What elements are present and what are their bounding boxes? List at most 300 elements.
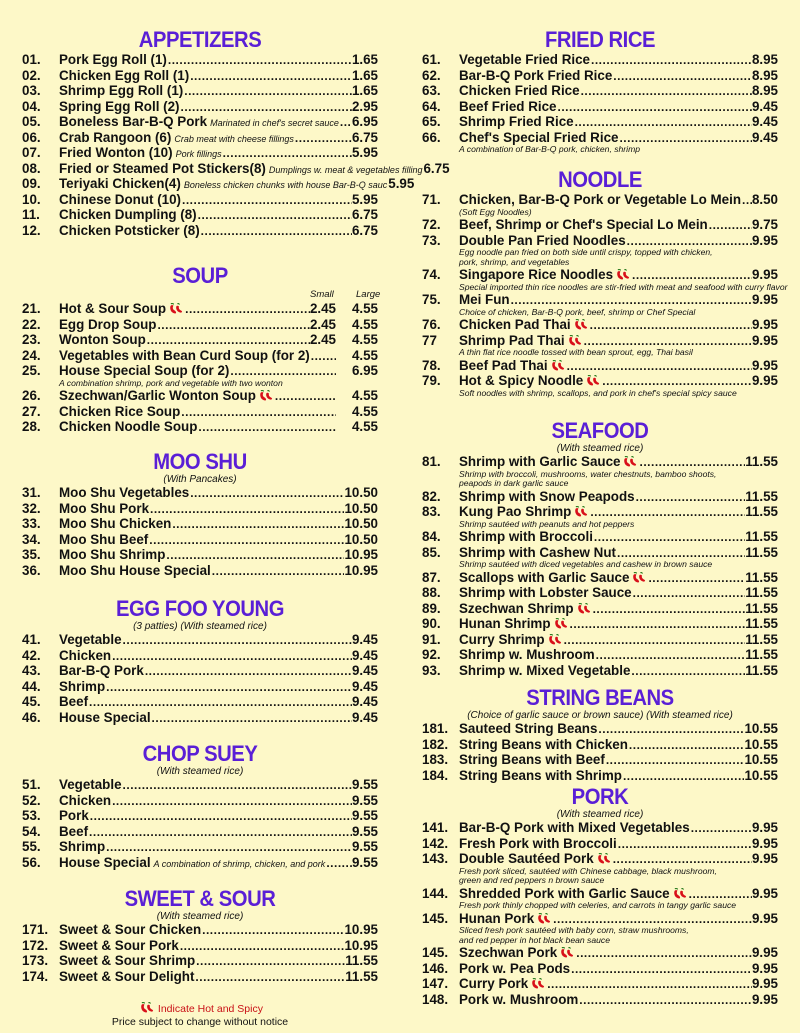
- menu-item-row: [22, 52, 378, 68]
- item-price: 10.50: [344, 531, 378, 547]
- menu-item: [22, 679, 378, 695]
- dot-leader: [627, 234, 752, 250]
- menu-item-row: [422, 601, 778, 617]
- menu-item-row: [422, 333, 778, 349]
- item-price-large: 4.55: [351, 419, 378, 434]
- item-number: 01.: [22, 52, 41, 67]
- item-price: 10.95: [344, 547, 378, 562]
- menu-item-row: [422, 851, 778, 867]
- dot-leader: [617, 546, 745, 562]
- item-price: 9.55: [351, 792, 378, 808]
- item-price: 9.45: [751, 114, 778, 129]
- item-description: Egg noodle pan fried on both side until crispy, topped with chicken,: [459, 247, 713, 257]
- item-line: [459, 217, 778, 234]
- item-name: String Beans with Chicken: [459, 736, 628, 752]
- item-name: Vegetables with Bean Curd Soup (for 2): [59, 347, 310, 363]
- menu-item-row: [22, 301, 378, 317]
- item-number: 85.: [422, 544, 441, 560]
- hot-pepper-icon: [571, 317, 589, 333]
- item-name: Shredded Pork with Garlic Sauce: [459, 885, 670, 901]
- item-name: Shrimp w. Mixed Vegetable: [459, 662, 631, 678]
- dot-leader: [326, 856, 352, 872]
- item-name: String Beans with Shrimp: [459, 767, 622, 783]
- item-name: Curry Shrimp: [459, 631, 545, 647]
- item-line: [59, 953, 378, 970]
- menu-item: [422, 83, 778, 99]
- dot-leader: [198, 208, 352, 224]
- item-name: Moo Shu Pork: [59, 500, 150, 516]
- item-price: 9.45: [351, 632, 378, 647]
- item-number: 24.: [22, 347, 41, 363]
- item-inline-note: Dumplings w. meat & vegetables filling: [268, 164, 423, 175]
- dot-leader: [149, 533, 344, 549]
- item-number: 41.: [22, 632, 41, 647]
- item-name: Shrimp with Snow Peapods: [459, 488, 635, 504]
- item-name: Hot & Sour Soup: [59, 301, 167, 316]
- item-line: [59, 938, 378, 955]
- item-price: 1.65: [351, 83, 378, 98]
- dot-leader: [230, 364, 336, 380]
- item-inline-note: A combination of shrimp, chicken, and pork: [153, 858, 326, 869]
- item-number: 82.: [422, 488, 441, 504]
- item-inline-note: Boneless chicken chunks with house Bar-B-Q sauc: [183, 180, 388, 190]
- menu-item-row: [22, 145, 378, 161]
- dot-leader: [553, 912, 752, 928]
- item-number: 143.: [422, 851, 449, 866]
- menu-item: [22, 176, 415, 192]
- dot-leader: [181, 100, 352, 116]
- item-number: 44.: [22, 678, 41, 694]
- item-number: 83.: [422, 504, 441, 519]
- item-line: [59, 694, 378, 711]
- dot-leader: [689, 887, 752, 903]
- price-notice: Price subject to change without notice: [111, 1016, 289, 1028]
- item-name: Shrimp Fried Rice: [459, 114, 574, 129]
- menu-item: [22, 839, 378, 855]
- item-line: [459, 721, 778, 738]
- menu-item-row: [22, 114, 378, 130]
- item-name: Shrimp: [59, 839, 106, 854]
- item-number: 65.: [422, 114, 441, 129]
- item-price: 10.55: [744, 736, 778, 752]
- menu-item: [22, 648, 378, 664]
- dot-leader: [602, 374, 752, 390]
- item-name: Sweet & Sour Chicken: [59, 922, 202, 937]
- item-price: 5.95: [351, 145, 378, 160]
- item-name: Pork: [59, 808, 89, 823]
- item-number: 51.: [22, 777, 41, 792]
- item-line: [459, 267, 778, 284]
- hot-pepper-icon: [565, 333, 583, 349]
- item-name: Moo Shu Shrimp: [59, 547, 166, 562]
- item-number: 142.: [422, 835, 449, 851]
- menu-item: [22, 922, 378, 938]
- item-line: [459, 529, 778, 546]
- menu-item: [422, 489, 778, 505]
- menu-item-row: [422, 545, 778, 561]
- menu-item-row: [422, 130, 778, 146]
- item-price: 10.95: [344, 922, 378, 937]
- menu-item-row: [422, 585, 778, 601]
- item-name: Chicken: [59, 647, 112, 663]
- dot-leader: [90, 809, 352, 825]
- dot-leader: [581, 84, 752, 100]
- item-name: Hunan Pork: [459, 910, 535, 926]
- item-description: Fresh pork sliced, sautéed with Chinese cabbage, black mushroom,: [459, 865, 717, 876]
- item-number: 22.: [22, 316, 41, 332]
- item-price-large: 4.55: [351, 403, 378, 419]
- section-seafood: [422, 419, 778, 678]
- item-number: 53.: [22, 808, 41, 823]
- menu-item-row: [22, 516, 378, 532]
- menu-item-row: [422, 886, 778, 902]
- dot-leader: [511, 293, 752, 309]
- menu-item: [422, 317, 778, 333]
- menu-item: [22, 114, 378, 130]
- dot-leader: [742, 193, 752, 209]
- item-name: Fried Wonton (10): [59, 145, 173, 160]
- item-line: [459, 836, 778, 853]
- item-line: [459, 976, 778, 993]
- item-name: Vegetable Fried Rice: [459, 52, 590, 67]
- menu-item: [22, 130, 378, 146]
- item-name: Chicken Noodle Soup: [59, 419, 198, 434]
- menu-item: [422, 945, 778, 961]
- item-name: Pork w. Mushroom: [459, 991, 579, 1007]
- dot-leader: [590, 318, 752, 334]
- item-number: 78.: [422, 357, 441, 373]
- dot-leader: [598, 722, 744, 738]
- item-price: 6.95: [351, 114, 378, 129]
- menu-item: [422, 217, 778, 233]
- item-line: [459, 130, 778, 147]
- item-name: Shrimp Pad Thai: [459, 332, 565, 348]
- item-number: 92.: [422, 647, 441, 662]
- section-chopsuey: [22, 742, 378, 870]
- item-number: 35.: [22, 547, 41, 562]
- dot-leader: [613, 69, 752, 85]
- item-name: Bar-B-Q Pork with Mixed Vegetables: [459, 820, 690, 835]
- item-number: 81.: [422, 454, 441, 469]
- section-title: SOUP: [172, 263, 228, 288]
- dot-leader: [691, 821, 752, 837]
- item-number: 43.: [22, 663, 41, 678]
- item-name: Moo Shu Vegetables: [59, 485, 190, 500]
- hot-pepper-icon: [574, 601, 592, 617]
- item-line: [59, 632, 378, 649]
- menu-item-row: [422, 752, 778, 768]
- section-stringbeans: [422, 686, 778, 783]
- item-number: 76.: [422, 317, 441, 332]
- menu-item-row: [422, 52, 778, 68]
- menu-item-row: [422, 358, 778, 374]
- item-line: [59, 516, 378, 533]
- item-name: Kung Pao Shrimp: [459, 504, 572, 519]
- item-line: [59, 207, 378, 224]
- menu-item-row: [422, 292, 778, 308]
- item-line: [59, 52, 378, 69]
- menu-item-row: [22, 363, 378, 379]
- item-price: 10.50: [344, 516, 378, 531]
- item-number: 93.: [422, 662, 441, 678]
- dot-leader: [212, 564, 345, 580]
- menu-item: [22, 663, 378, 679]
- item-name: Szechwan Pork: [459, 945, 558, 960]
- dot-leader: [202, 923, 344, 939]
- item-name: Sweet & Sour Shrimp: [59, 953, 196, 968]
- dot-leader: [89, 695, 352, 711]
- menu-item-row: [422, 83, 778, 99]
- item-number: 12.: [22, 222, 41, 238]
- item-inline-note: Crab meat with cheese fillings: [174, 133, 294, 144]
- item-number: 62.: [422, 67, 441, 83]
- dot-leader: [112, 794, 352, 810]
- menu-item: [422, 292, 778, 317]
- menu-item: [422, 504, 778, 529]
- menu-item-row: [22, 547, 378, 563]
- section-title: EGG FOO YOUNG: [116, 596, 284, 621]
- menu-item: [22, 83, 378, 99]
- item-name: Scallops with Garlic Sauce: [459, 569, 630, 585]
- menu-item: [422, 545, 778, 570]
- dot-leader: [591, 53, 752, 69]
- dot-leader: [590, 505, 745, 521]
- menu-item-row: [22, 839, 378, 855]
- section-title: NOODLE: [558, 167, 642, 192]
- menu-item: [422, 99, 778, 115]
- menu-item: [422, 601, 778, 617]
- item-line: [59, 419, 378, 436]
- menu-item-row: [422, 945, 778, 961]
- menu-item: [22, 953, 378, 969]
- item-number: 90.: [422, 616, 441, 631]
- item-description: Shrimp with broccoli, mushrooms, water chestnuts, bamboo shoots,: [459, 468, 717, 479]
- dot-leader: [275, 389, 336, 405]
- menu-item-row: [422, 992, 778, 1008]
- section-subtitle: (With steamed rice): [556, 809, 644, 820]
- menu-item: [22, 145, 378, 161]
- item-number: 25.: [22, 363, 41, 378]
- item-name: Curry Pork: [459, 976, 529, 991]
- item-number: 184.: [422, 767, 449, 783]
- item-description: pork, shrimp, and vegetables: [459, 256, 570, 267]
- menu-item-row: [422, 820, 778, 836]
- menu-item: [22, 547, 378, 563]
- menu-item: [422, 529, 778, 545]
- dot-leader: [584, 334, 752, 350]
- item-number: 52.: [22, 792, 41, 808]
- item-line: [459, 545, 778, 562]
- dot-leader: [152, 711, 352, 727]
- item-price: 11.55: [745, 631, 778, 647]
- menu-item: [422, 585, 778, 601]
- item-name: House Special: [59, 854, 151, 870]
- item-price: 9.45: [351, 647, 378, 663]
- menu-item: [22, 969, 378, 985]
- menu-item-row: [422, 317, 778, 333]
- item-number: 87.: [422, 569, 441, 585]
- menu-item-row: [22, 808, 378, 824]
- menu-item-row: [22, 532, 378, 548]
- item-price: 9.75: [751, 217, 778, 232]
- section-eggfooyoung: [22, 597, 378, 725]
- item-name: Hunan Shrimp: [459, 616, 551, 631]
- item-price: 9.55: [351, 777, 378, 792]
- hot-pepper-icon: [571, 504, 589, 520]
- menu-item-row: [22, 648, 378, 664]
- dot-leader: [623, 769, 745, 785]
- menu-item: [422, 836, 778, 852]
- dot-leader: [112, 649, 352, 665]
- item-line: [59, 404, 378, 421]
- item-price: 1.65: [351, 52, 378, 67]
- menu-item-row: [422, 504, 778, 520]
- item-price-large: 4.55: [351, 332, 378, 347]
- menu-item: [22, 501, 378, 517]
- section-soup: [22, 263, 381, 435]
- item-price-large: 4.55: [351, 388, 378, 403]
- menu-item-row: [422, 737, 778, 753]
- menu-item-row: [22, 99, 378, 115]
- item-price: 9.95: [751, 910, 778, 926]
- item-price: 9.95: [751, 317, 778, 332]
- dot-leader: [575, 115, 752, 131]
- menu-item-row: [22, 969, 378, 985]
- item-line: [459, 504, 778, 521]
- dot-leader: [198, 420, 336, 436]
- item-price: 9.45: [751, 98, 778, 114]
- dot-leader: [106, 680, 352, 696]
- menu-item-row: [422, 721, 778, 737]
- menu-item: [22, 694, 378, 710]
- item-number: 88.: [422, 585, 441, 600]
- item-name: Moo Shu House Special: [59, 562, 211, 578]
- menu-item: [422, 130, 778, 155]
- menu-item: [22, 404, 378, 420]
- dot-leader: [558, 100, 752, 116]
- dot-leader: [648, 571, 745, 587]
- item-number: 56.: [22, 854, 41, 870]
- dot-leader: [567, 359, 752, 375]
- item-line: [59, 808, 378, 825]
- item-name: Beef Fried Rice: [459, 98, 557, 114]
- item-number: 27.: [22, 403, 41, 419]
- hot-pepper-icon: [629, 570, 647, 586]
- item-name: Chinese Donut (10): [59, 191, 182, 207]
- item-price: 5.95: [351, 191, 378, 207]
- item-number: 73.: [422, 232, 441, 248]
- item-name: Singapore Rice Noodles: [459, 267, 614, 282]
- menu-item: [422, 911, 778, 946]
- item-name: Szechwan/Garlic Wonton Soup: [59, 388, 256, 403]
- item-line: [459, 768, 778, 785]
- item-number: 54.: [22, 823, 41, 839]
- section-subtitle: (3 patties) (With steamed rice): [133, 621, 267, 632]
- item-name: Double Pan Fried Noodles: [459, 232, 626, 248]
- item-price: 10.50: [344, 485, 378, 500]
- item-number: 04.: [22, 98, 41, 114]
- item-line: [59, 501, 378, 518]
- item-name: Wonton Soup: [59, 332, 146, 347]
- item-description: A combination shrimp, pork and vegetable with two wonton: [59, 377, 283, 388]
- dot-leader: [629, 738, 745, 754]
- menu-item-row: [22, 207, 378, 223]
- item-price: 9.95: [751, 267, 778, 282]
- menu-item-row: [422, 489, 778, 505]
- dot-leader: [576, 946, 752, 962]
- item-price: 9.45: [351, 694, 378, 709]
- item-price: 2.95: [351, 98, 378, 114]
- dot-leader: [571, 962, 752, 978]
- item-number: 72.: [422, 217, 441, 232]
- item-number: 28.: [22, 419, 41, 434]
- menu-item: [422, 570, 778, 586]
- menu-item: [422, 68, 778, 84]
- item-number: 31.: [22, 485, 41, 500]
- item-price: 11.55: [745, 585, 778, 600]
- dot-leader: [123, 778, 352, 794]
- item-price: 10.55: [744, 767, 778, 783]
- dot-leader: [709, 218, 752, 234]
- item-number: 182.: [422, 736, 449, 752]
- item-name: House Special: [59, 709, 151, 725]
- item-name: Shrimp with Cashew Nut: [459, 544, 616, 560]
- item-line: [59, 663, 378, 680]
- item-description: A combination of Bar-B-Q pork, chicken, shrimp: [459, 144, 641, 154]
- item-name: Szechwan Shrimp: [459, 600, 574, 616]
- section-subtitle: (With steamed rice): [156, 911, 244, 922]
- item-name: Spring Egg Roll (2): [59, 98, 180, 114]
- item-price: 9.95: [751, 851, 778, 866]
- item-price: 10.95: [344, 562, 378, 578]
- item-description: (Soft Egg Noodles): [459, 206, 532, 217]
- dot-leader: [150, 502, 344, 518]
- item-name: Double Sautéed Pork: [459, 851, 594, 866]
- item-name: Beef Pad Thai: [459, 357, 548, 373]
- menu-item-row: [422, 454, 778, 470]
- item-price: 11.55: [745, 647, 778, 662]
- hot-pepper-icon: [594, 851, 612, 867]
- menu-item-row: [22, 68, 378, 84]
- dot-leader: [190, 486, 344, 502]
- section-subtitle: (With Pancakes): [163, 474, 237, 485]
- item-price: 9.95: [751, 960, 778, 976]
- item-number: 66.: [422, 129, 441, 145]
- item-name: Chicken Dumpling (8): [59, 207, 197, 222]
- item-price: 11.55: [745, 544, 778, 560]
- menu-footer: [22, 1002, 378, 1029]
- menu-item-row: [22, 953, 378, 969]
- menu-item: [422, 233, 778, 268]
- item-number: 145.: [422, 945, 449, 960]
- item-line: [59, 855, 378, 873]
- item-price: 8.95: [751, 52, 778, 67]
- menu-item: [22, 855, 378, 871]
- hot-pepper-icon: [545, 632, 563, 648]
- hot-pepper-icon: [528, 976, 546, 992]
- item-line: [459, 114, 778, 131]
- item-line: [59, 388, 378, 405]
- hot-legend: [22, 1002, 378, 1016]
- item-number: 77: [422, 332, 437, 348]
- item-line: [459, 886, 778, 903]
- menu-item-row: [22, 317, 378, 333]
- item-number: 23.: [22, 332, 41, 347]
- menu-item: [22, 563, 378, 579]
- item-name: Chicken Fried Rice: [459, 83, 580, 98]
- column-small-label: Small: [310, 289, 334, 300]
- item-price: 11.55: [345, 968, 378, 984]
